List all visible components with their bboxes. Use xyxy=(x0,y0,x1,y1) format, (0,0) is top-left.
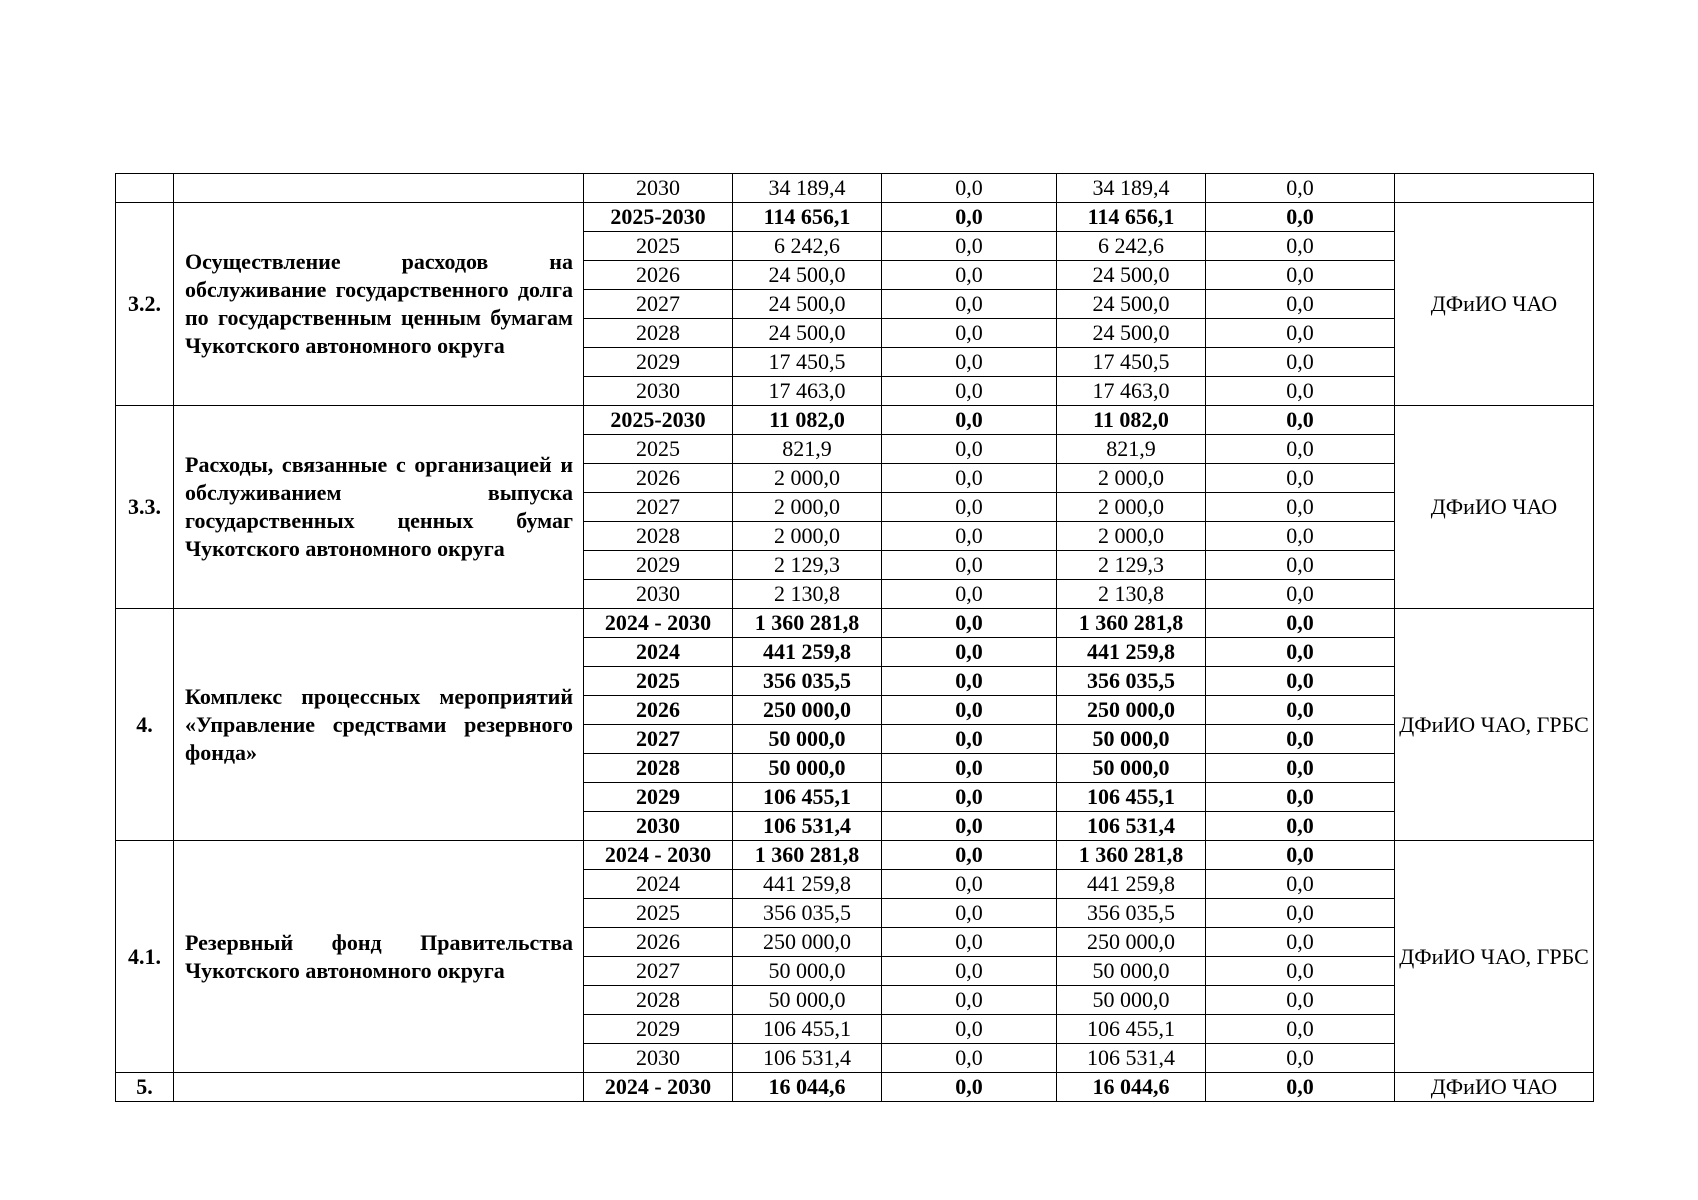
cell-period: 2025 xyxy=(584,899,733,928)
cell-total: 6 242,6 xyxy=(733,232,882,261)
item-number: 3.2. xyxy=(116,203,174,406)
cell-other-sources: 0,0 xyxy=(1206,1073,1395,1102)
cell-other-sources: 0,0 xyxy=(1206,435,1395,464)
item-name: Осуществление расходов на обслуживание государственного долга по государственным ценным бумагам Чукотского автономного округа xyxy=(174,203,584,406)
cell-period: 2024 - 2030 xyxy=(584,841,733,870)
cell-total: 821,9 xyxy=(733,435,882,464)
cell-period: 2029 xyxy=(584,348,733,377)
cell-regional-budget: 17 450,5 xyxy=(1057,348,1206,377)
cell-period: 2030 xyxy=(584,1044,733,1073)
cell-total: 16 044,6 xyxy=(733,1073,882,1102)
cell-total: 250 000,0 xyxy=(733,928,882,957)
cell-other-sources: 0,0 xyxy=(1206,203,1395,232)
cell-period: 2025-2030 xyxy=(584,406,733,435)
cell-total: 24 500,0 xyxy=(733,290,882,319)
cell-regional-budget: 50 000,0 xyxy=(1057,754,1206,783)
cell-period: 2030 xyxy=(584,174,733,203)
cell-other-sources: 0,0 xyxy=(1206,957,1395,986)
cell-period: 2028 xyxy=(584,986,733,1015)
cell-period: 2028 xyxy=(584,319,733,348)
cell-total: 441 259,8 xyxy=(733,870,882,899)
cell-federal-budget: 0,0 xyxy=(882,1044,1057,1073)
cell-federal-budget: 0,0 xyxy=(882,725,1057,754)
cell-federal-budget: 0,0 xyxy=(882,696,1057,725)
cell-period: 2024 - 2030 xyxy=(584,609,733,638)
cell-federal-budget: 0,0 xyxy=(882,232,1057,261)
cell-other-sources: 0,0 xyxy=(1206,870,1395,899)
table-row xyxy=(116,203,1594,232)
cell-total: 106 455,1 xyxy=(733,783,882,812)
cell-total: 114 656,1 xyxy=(733,203,882,232)
cell-total: 2 130,8 xyxy=(733,580,882,609)
cell-federal-budget: 0,0 xyxy=(882,435,1057,464)
cell-total: 50 000,0 xyxy=(733,957,882,986)
cell-period: 2027 xyxy=(584,290,733,319)
cell-total: 50 000,0 xyxy=(733,725,882,754)
cell-federal-budget: 0,0 xyxy=(882,493,1057,522)
cell-period: 2030 xyxy=(584,377,733,406)
cell-other-sources: 0,0 xyxy=(1206,696,1395,725)
executor: ДФиИО ЧАО, ГРБС xyxy=(1395,609,1594,841)
cell-federal-budget: 0,0 xyxy=(882,1015,1057,1044)
cell-federal-budget: 0,0 xyxy=(882,928,1057,957)
cell-period: 2027 xyxy=(584,725,733,754)
cell-other-sources: 0,0 xyxy=(1206,290,1395,319)
cell-other-sources: 0,0 xyxy=(1206,812,1395,841)
table-row xyxy=(116,174,1594,203)
item-number: 3.3. xyxy=(116,406,174,609)
cell-other-sources: 0,0 xyxy=(1206,232,1395,261)
cell-federal-budget: 0,0 xyxy=(882,261,1057,290)
cell-regional-budget: 2 000,0 xyxy=(1057,522,1206,551)
cell-regional-budget: 114 656,1 xyxy=(1057,203,1206,232)
cell-period: 2026 xyxy=(584,464,733,493)
cell-federal-budget: 0,0 xyxy=(882,290,1057,319)
cell-regional-budget: 50 000,0 xyxy=(1057,725,1206,754)
budget-table xyxy=(115,173,1594,1102)
cell-federal-budget: 0,0 xyxy=(882,754,1057,783)
cell-total: 50 000,0 xyxy=(733,754,882,783)
cell-federal-budget: 0,0 xyxy=(882,406,1057,435)
cell-period: 2025-2030 xyxy=(584,203,733,232)
cell-total: 24 500,0 xyxy=(733,261,882,290)
cell-period: 2029 xyxy=(584,551,733,580)
cell-other-sources: 0,0 xyxy=(1206,319,1395,348)
cell-other-sources: 0,0 xyxy=(1206,1044,1395,1073)
cell-regional-budget: 106 455,1 xyxy=(1057,1015,1206,1044)
cell-period: 2024 xyxy=(584,638,733,667)
cell-other-sources: 0,0 xyxy=(1206,406,1395,435)
executor: ДФиИО ЧАО xyxy=(1395,406,1594,609)
cell-period: 2025 xyxy=(584,667,733,696)
item-number: 5. xyxy=(116,1073,174,1102)
cell-regional-budget: 356 035,5 xyxy=(1057,667,1206,696)
cell-regional-budget: 250 000,0 xyxy=(1057,928,1206,957)
cell-other-sources: 0,0 xyxy=(1206,464,1395,493)
cell-federal-budget: 0,0 xyxy=(882,1073,1057,1102)
cell-other-sources: 0,0 xyxy=(1206,899,1395,928)
cell-federal-budget: 0,0 xyxy=(882,580,1057,609)
cell-other-sources: 0,0 xyxy=(1206,841,1395,870)
cell-period: 2030 xyxy=(584,812,733,841)
cell-period: 2026 xyxy=(584,928,733,957)
cell-period: 2026 xyxy=(584,261,733,290)
cell-period: 2029 xyxy=(584,783,733,812)
cell-regional-budget: 441 259,8 xyxy=(1057,870,1206,899)
item-name: Комплекс процессных мероприятий «Управление средствами резервного фонда» xyxy=(174,609,584,841)
cell-period: 2026 xyxy=(584,696,733,725)
cell-other-sources: 0,0 xyxy=(1206,986,1395,1015)
cell-period: 2029 xyxy=(584,1015,733,1044)
cell-total: 24 500,0 xyxy=(733,319,882,348)
cell-total: 2 000,0 xyxy=(733,464,882,493)
cell-other-sources: 0,0 xyxy=(1206,377,1395,406)
cell-regional-budget: 106 455,1 xyxy=(1057,783,1206,812)
cell-total: 17 463,0 xyxy=(733,377,882,406)
item-name: Расходы, связанные с организацией и обслуживанием выпуска государственных ценных бумаг Чукотского автономного округа xyxy=(174,406,584,609)
cell-federal-budget: 0,0 xyxy=(882,783,1057,812)
cell-federal-budget: 0,0 xyxy=(882,348,1057,377)
cell-regional-budget: 441 259,8 xyxy=(1057,638,1206,667)
cell-total: 1 360 281,8 xyxy=(733,841,882,870)
cell-federal-budget: 0,0 xyxy=(882,319,1057,348)
cell-other-sources: 0,0 xyxy=(1206,609,1395,638)
cell-total: 17 450,5 xyxy=(733,348,882,377)
cell-federal-budget: 0,0 xyxy=(882,464,1057,493)
cell-other-sources: 0,0 xyxy=(1206,551,1395,580)
cell-period: 2027 xyxy=(584,957,733,986)
cell-total: 106 455,1 xyxy=(733,1015,882,1044)
cell-period: 2027 xyxy=(584,493,733,522)
cell-regional-budget: 17 463,0 xyxy=(1057,377,1206,406)
cell-period: 2025 xyxy=(584,435,733,464)
cell-total: 250 000,0 xyxy=(733,696,882,725)
cell-total: 2 129,3 xyxy=(733,551,882,580)
cell-total: 441 259,8 xyxy=(733,638,882,667)
table-row xyxy=(116,841,1594,870)
executor: ДФиИО ЧАО xyxy=(1395,1073,1594,1102)
cell-other-sources: 0,0 xyxy=(1206,783,1395,812)
cell-regional-budget: 24 500,0 xyxy=(1057,319,1206,348)
cell-regional-budget: 2 130,8 xyxy=(1057,580,1206,609)
cell-total: 106 531,4 xyxy=(733,1044,882,1073)
cell-regional-budget: 1 360 281,8 xyxy=(1057,841,1206,870)
cell-regional-budget: 11 082,0 xyxy=(1057,406,1206,435)
cell-federal-budget: 0,0 xyxy=(882,522,1057,551)
cell-other-sources: 0,0 xyxy=(1206,928,1395,957)
cell-regional-budget: 106 531,4 xyxy=(1057,1044,1206,1073)
executor xyxy=(1395,174,1594,203)
cell-period: 2028 xyxy=(584,754,733,783)
table-row xyxy=(116,406,1594,435)
cell-period: 2025 xyxy=(584,232,733,261)
cell-federal-budget: 0,0 xyxy=(882,841,1057,870)
cell-regional-budget: 356 035,5 xyxy=(1057,899,1206,928)
cell-federal-budget: 0,0 xyxy=(882,174,1057,203)
cell-total: 1 360 281,8 xyxy=(733,609,882,638)
table-body xyxy=(116,174,1594,1102)
cell-total: 2 000,0 xyxy=(733,522,882,551)
cell-federal-budget: 0,0 xyxy=(882,667,1057,696)
item-name xyxy=(174,174,584,203)
cell-total: 50 000,0 xyxy=(733,986,882,1015)
cell-regional-budget: 24 500,0 xyxy=(1057,290,1206,319)
cell-federal-budget: 0,0 xyxy=(882,609,1057,638)
cell-period: 2024 - 2030 xyxy=(584,1073,733,1102)
cell-regional-budget: 2 129,3 xyxy=(1057,551,1206,580)
item-name xyxy=(174,1073,584,1102)
item-number xyxy=(116,174,174,203)
cell-other-sources: 0,0 xyxy=(1206,725,1395,754)
cell-federal-budget: 0,0 xyxy=(882,899,1057,928)
cell-regional-budget: 6 242,6 xyxy=(1057,232,1206,261)
cell-federal-budget: 0,0 xyxy=(882,551,1057,580)
cell-federal-budget: 0,0 xyxy=(882,812,1057,841)
cell-total: 106 531,4 xyxy=(733,812,882,841)
cell-regional-budget: 34 189,4 xyxy=(1057,174,1206,203)
cell-other-sources: 0,0 xyxy=(1206,261,1395,290)
cell-total: 11 082,0 xyxy=(733,406,882,435)
cell-regional-budget: 250 000,0 xyxy=(1057,696,1206,725)
cell-other-sources: 0,0 xyxy=(1206,348,1395,377)
cell-period: 2030 xyxy=(584,580,733,609)
cell-regional-budget: 2 000,0 xyxy=(1057,464,1206,493)
cell-period: 2028 xyxy=(584,522,733,551)
cell-regional-budget: 1 360 281,8 xyxy=(1057,609,1206,638)
cell-federal-budget: 0,0 xyxy=(882,957,1057,986)
cell-regional-budget: 16 044,6 xyxy=(1057,1073,1206,1102)
cell-other-sources: 0,0 xyxy=(1206,1015,1395,1044)
cell-other-sources: 0,0 xyxy=(1206,580,1395,609)
cell-federal-budget: 0,0 xyxy=(882,870,1057,899)
executor: ДФиИО ЧАО xyxy=(1395,203,1594,406)
cell-period: 2024 xyxy=(584,870,733,899)
cell-total: 2 000,0 xyxy=(733,493,882,522)
table-row xyxy=(116,1073,1594,1102)
item-number: 4.1. xyxy=(116,841,174,1073)
table-row xyxy=(116,609,1594,638)
cell-regional-budget: 821,9 xyxy=(1057,435,1206,464)
item-name: Резервный фонд Правительства Чукотского автономного округа xyxy=(174,841,584,1073)
executor: ДФиИО ЧАО, ГРБС xyxy=(1395,841,1594,1073)
cell-other-sources: 0,0 xyxy=(1206,522,1395,551)
cell-regional-budget: 50 000,0 xyxy=(1057,986,1206,1015)
cell-federal-budget: 0,0 xyxy=(882,203,1057,232)
cell-regional-budget: 24 500,0 xyxy=(1057,261,1206,290)
cell-regional-budget: 106 531,4 xyxy=(1057,812,1206,841)
cell-total: 356 035,5 xyxy=(733,899,882,928)
item-number: 4. xyxy=(116,609,174,841)
cell-total: 34 189,4 xyxy=(733,174,882,203)
cell-regional-budget: 50 000,0 xyxy=(1057,957,1206,986)
cell-other-sources: 0,0 xyxy=(1206,174,1395,203)
cell-total: 356 035,5 xyxy=(733,667,882,696)
cell-federal-budget: 0,0 xyxy=(882,377,1057,406)
cell-other-sources: 0,0 xyxy=(1206,493,1395,522)
cell-other-sources: 0,0 xyxy=(1206,754,1395,783)
cell-other-sources: 0,0 xyxy=(1206,667,1395,696)
cell-regional-budget: 2 000,0 xyxy=(1057,493,1206,522)
cell-federal-budget: 0,0 xyxy=(882,986,1057,1015)
cell-federal-budget: 0,0 xyxy=(882,638,1057,667)
cell-other-sources: 0,0 xyxy=(1206,638,1395,667)
